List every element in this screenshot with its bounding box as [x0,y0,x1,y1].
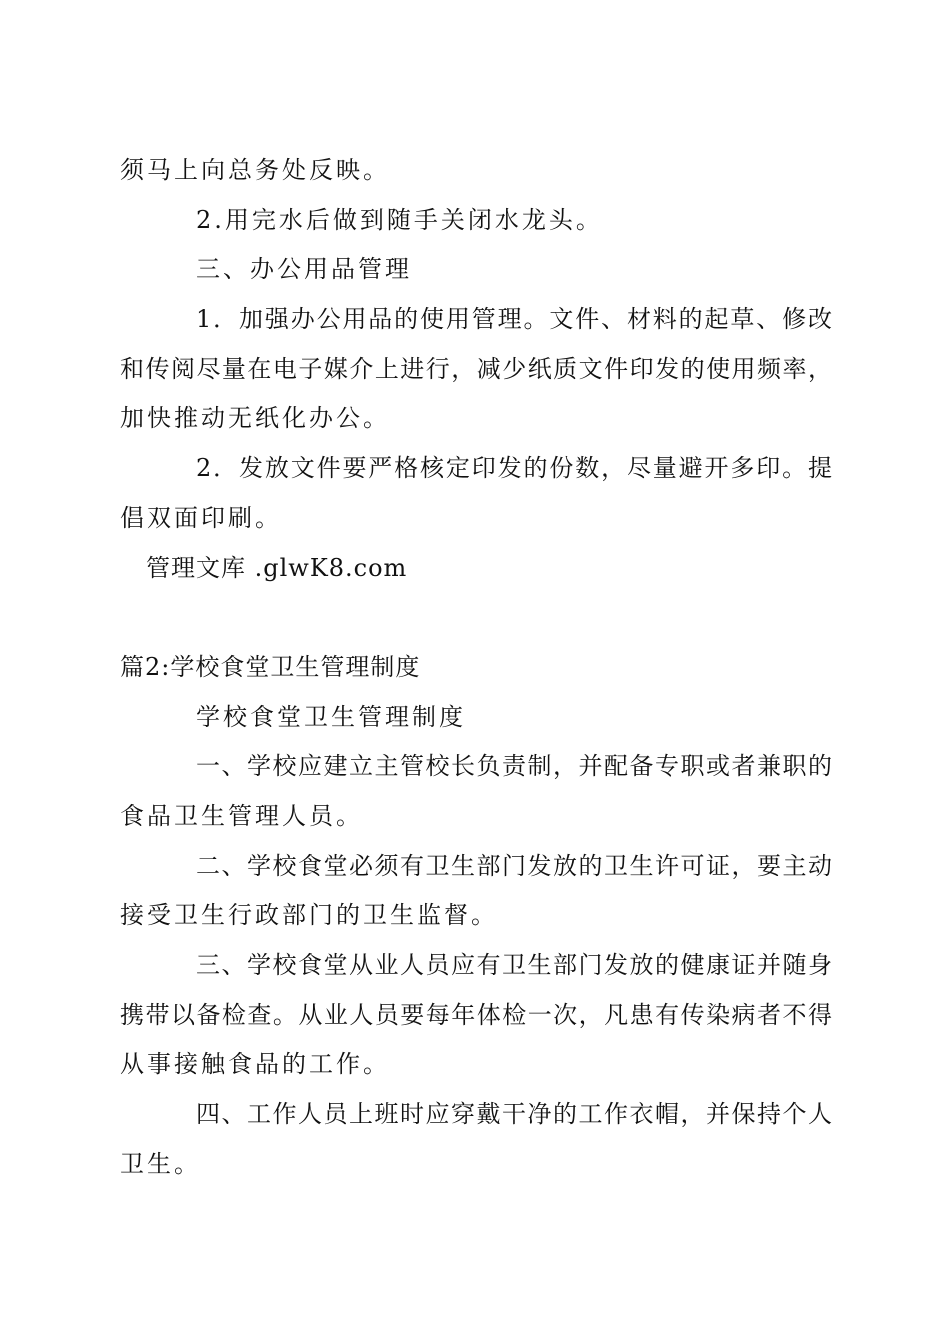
rule-4-line-2: 卫生。 [120,1150,201,1178]
rule-2-line-2: 接受卫生行政部门的卫生监督。 [120,901,498,929]
office-item-2-line-2: 倡双面印刷。 [120,504,282,532]
office-item-1-line-2: 和传阅尽量在电子媒介上进行，减少纸质文件印发的使用频率， [120,355,832,383]
text-line: 须马上向总务处反映。 [120,156,390,184]
rule-3-line-3: 从事接触食品的工作。 [120,1050,390,1078]
rule-3-line-2: 携带以备检查。从业人员要每年体检一次，凡患有传染病者不得 [120,1001,832,1029]
section-heading: 篇2:学校食堂卫生管理制度 [120,653,421,681]
water-item-2: 2.用完水后做到随手关闭水龙头。 [196,206,603,234]
site-watermark-text: 管理文库 .glwK8.com [146,554,408,582]
office-item-1-line-3: 加快推动无纸化办公。 [120,404,390,432]
document-title: 学校食堂卫生管理制度 [196,703,466,731]
office-item-1-line-1: 1．加强办公用品的使用管理。文件、材料的起草、修改 [196,305,832,333]
section-title-office-supplies: 三、办公用品管理 [196,255,412,283]
rule-4-line-1: 四、工作人员上班时应穿戴干净的工作衣帽，并保持个人 [196,1100,832,1128]
rule-1-line-1: 一、学校应建立主管校长负责制，并配备专职或者兼职的 [196,752,832,780]
office-item-2-line-1: 2．发放文件要严格核定印发的份数，尽量避开多印。提 [196,454,832,482]
rule-1-line-2: 食品卫生管理人员。 [120,802,363,830]
rule-2-line-1: 二、学校食堂必须有卫生部门发放的卫生许可证，要主动 [196,852,832,880]
rule-3-line-1: 三、学校食堂从业人员应有卫生部门发放的健康证并随身 [196,951,832,979]
